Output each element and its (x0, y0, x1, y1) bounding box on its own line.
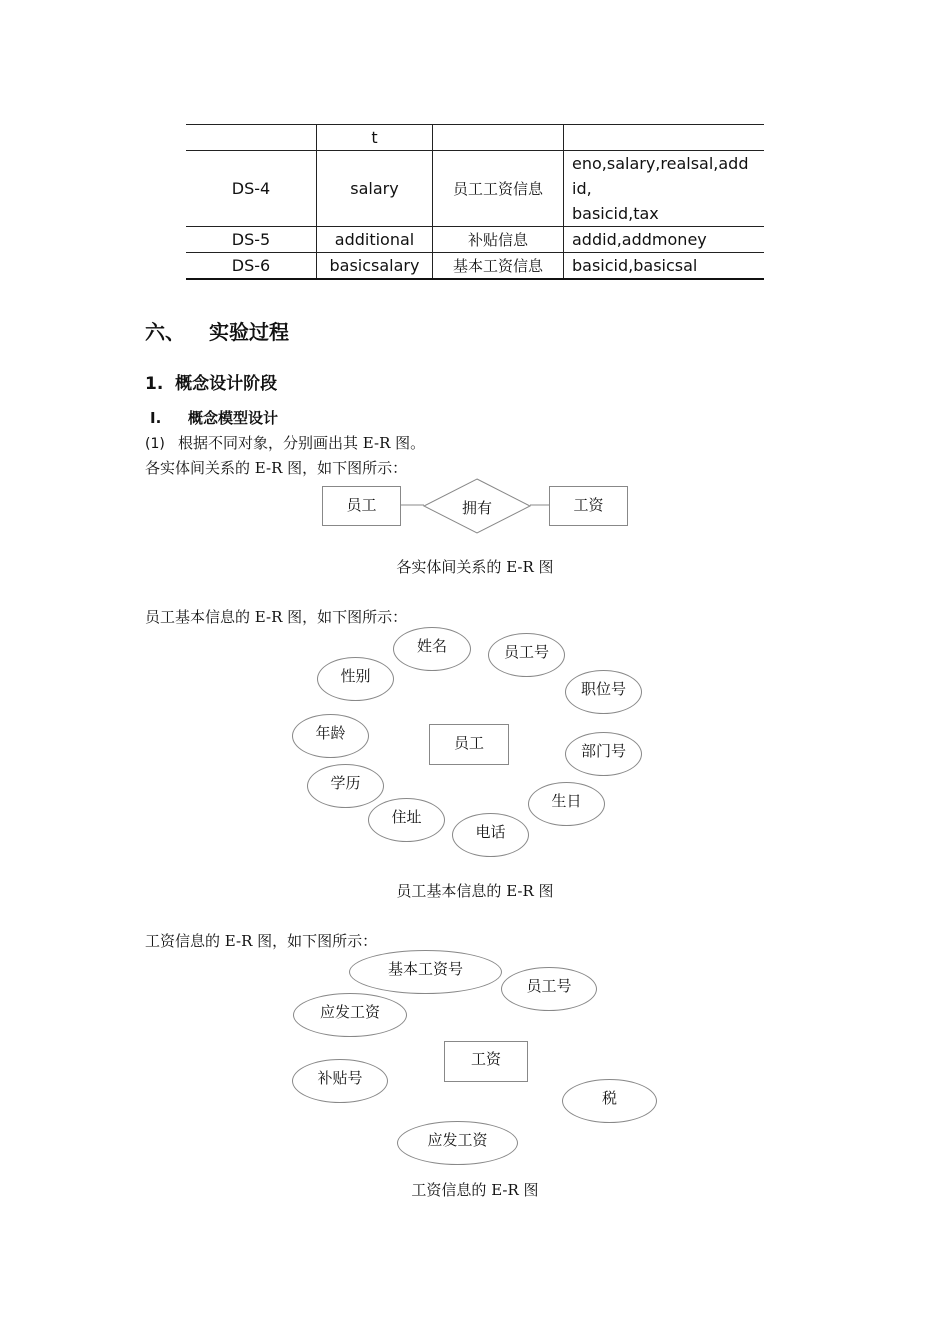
entity-salary: 工资 (444, 1041, 528, 1082)
table-cell-desc: 补贴信息 (433, 227, 564, 253)
attribute-employee-id: 员工号 (488, 633, 565, 677)
attribute-age: 年龄 (292, 714, 369, 758)
entity-employee: 员工 (322, 486, 401, 526)
table-cell-id: DS-4 (186, 151, 317, 227)
attribute-name: 姓名 (393, 627, 471, 671)
field-line: basicid,tax (572, 204, 659, 223)
attribute-gross-salary: 应发工资 (397, 1121, 518, 1165)
entity-salary: 工资 (549, 486, 628, 526)
relation-label: 拥有 (461, 499, 492, 517)
attribute-gender: 性别 (317, 657, 394, 701)
subsubsection-number: I. (150, 409, 162, 427)
attribute-subsidy-id: 补贴号 (292, 1059, 388, 1103)
field-line: id, (572, 179, 592, 198)
subsection-number: 1. (145, 374, 164, 394)
attribute-phone: 电话 (452, 813, 529, 857)
table-cell-name: t (317, 125, 433, 151)
table-cell-name: basicsalary (317, 253, 433, 280)
table-cell-desc: 基本工资信息 (433, 253, 564, 280)
attribute-position-id: 职位号 (565, 670, 642, 714)
table-cell-fields: addid,addmoney (564, 227, 765, 253)
diagram2-caption: 员工基本信息的 E-R 图 (396, 882, 554, 900)
step-number: (1) (145, 436, 165, 452)
step-text: 根据不同对象，分别画出其 E-R 图。 (178, 434, 426, 452)
field-line: eno,salary,realsal,add (572, 154, 749, 173)
attribute-education: 学历 (307, 764, 384, 808)
diagram1-caption: 各实体间关系的 E-R 图 (396, 558, 554, 576)
diagram3-caption: 工资信息的 E-R 图 (411, 1181, 539, 1199)
attribute-birthday: 生日 (528, 782, 605, 826)
subsection-title: 概念设计阶段 (175, 374, 278, 394)
table-cell-desc: 员工工资信息 (433, 151, 564, 227)
entity-employee: 员工 (429, 724, 509, 765)
subsubsection-title: 概念模型设计 (188, 409, 279, 427)
table-cell-name: additional (317, 227, 433, 253)
attribute-department-id: 部门号 (565, 732, 642, 776)
table-cell-name: salary (317, 151, 433, 227)
attribute-basic-salary-id: 基本工资号 (349, 950, 502, 994)
attribute-tax: 税 (562, 1079, 657, 1123)
table-cell-id: DS-5 (186, 227, 317, 253)
attribute-employee-id: 员工号 (501, 967, 597, 1011)
table-cell-fields: basicid,basicsal (564, 253, 765, 280)
attribute-address: 住址 (368, 798, 445, 842)
diagram1-intro: 各实体间关系的 E-R 图，如下图所示： (145, 459, 408, 477)
section-title: 实验过程 (209, 320, 289, 344)
diagram3-intro: 工资信息的 E-R 图，如下图所示： (145, 932, 378, 950)
attribute-gross-salary: 应发工资 (293, 993, 407, 1037)
section-number: 六、 (145, 320, 185, 344)
table-cell-id: DS-6 (186, 253, 317, 280)
diagram2-intro: 员工基本信息的 E-R 图，如下图所示： (145, 608, 408, 626)
